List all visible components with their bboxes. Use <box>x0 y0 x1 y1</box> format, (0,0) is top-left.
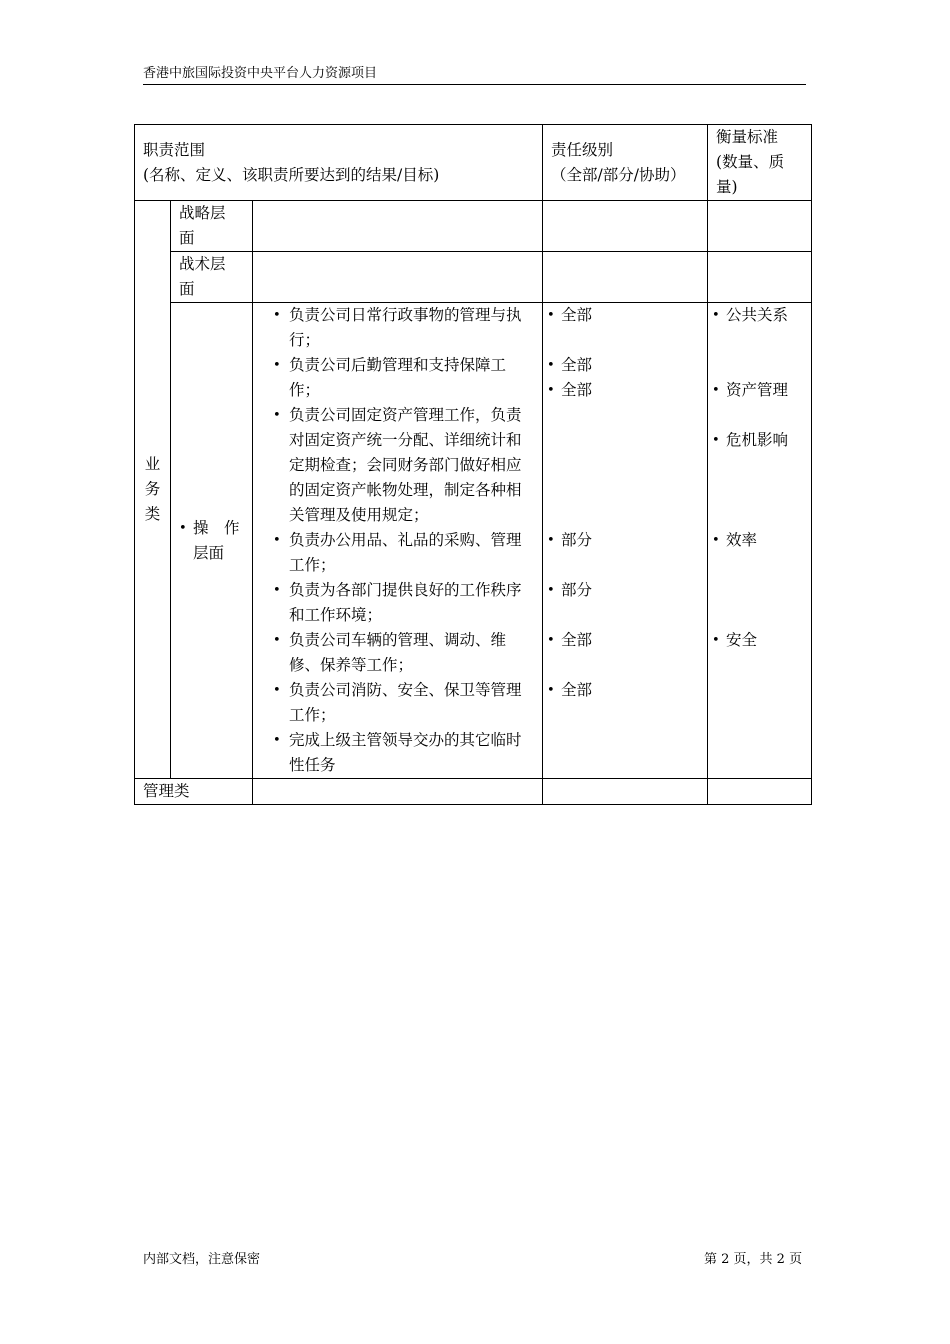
operational-label-cell <box>171 303 253 779</box>
strategic-level-cell <box>543 201 708 252</box>
task-item: • 完成上级主管领导交办的其它临时性任务 <box>289 728 534 778</box>
strategic-label-line1: 战略层 <box>179 204 226 222</box>
tactical-label-line1: 战术层 <box>179 255 226 273</box>
strategic-measure-cell <box>708 201 812 252</box>
scope-header-title: 职责范围 <box>143 140 206 159</box>
measure-header-line3: 量) <box>716 178 738 196</box>
level-item: • 全部 <box>547 678 699 703</box>
scope-header-cell <box>135 125 543 201</box>
tactical-label-line2: 面 <box>179 280 195 298</box>
strategic-row <box>135 201 812 252</box>
operational-label-line2: 层面 <box>193 543 225 562</box>
level-header-title: 责任级别 <box>551 140 614 159</box>
business-category-char-2: 务 <box>144 480 161 498</box>
operational-measure-cell <box>708 303 812 779</box>
tactical-label-cell <box>171 252 253 303</box>
level-item: • 全部 <box>547 353 699 378</box>
level-item: • 全部 <box>547 628 699 653</box>
task-item: • 负责公司固定资产管理工作，负责对固定资产统一分配、详细统计和定期检查；会同财务部门做好相应的固定资产帐物处理，制定各种相关管理及使用规定； <box>289 403 534 528</box>
level-header-subtitle: （全部/部分/协助） <box>551 165 686 184</box>
task-item: • 负责公司消防、安全、保卫等管理工作； <box>289 678 534 728</box>
management-scope-cell <box>253 779 543 805</box>
measure-item: • 资产管理 <box>712 378 803 403</box>
management-label-cell: 管理类 <box>135 779 253 805</box>
tactical-row <box>135 252 812 303</box>
management-measure-cell <box>708 779 812 805</box>
task-item: • 负责公司后勤管理和支持保障工作； <box>289 353 534 403</box>
level-item: • 全部 <box>547 378 699 403</box>
duty-table <box>134 124 812 805</box>
strategic-label-cell <box>171 201 253 252</box>
task-item: • 负责办公用品、礼品的采购、管理工作； <box>289 528 534 578</box>
page-header: 香港中旅国际投资中央平台人力资源项目 <box>143 66 806 85</box>
strategic-label-line2: 面 <box>179 229 195 247</box>
management-row <box>135 779 812 805</box>
task-item: • 负责公司日常行政事物的管理与执行； <box>289 303 534 353</box>
measure-item: • 安全 <box>712 628 803 653</box>
management-level-cell <box>543 779 708 805</box>
measure-header-title: 衡量标准 <box>716 128 779 146</box>
measure-header-cell <box>708 125 812 201</box>
measure-item: • 危机影响 <box>712 428 803 453</box>
level-item: • 部分 <box>547 528 699 553</box>
tactical-scope-cell <box>253 252 543 303</box>
level-header-cell <box>543 125 708 201</box>
task-item: • 负责公司车辆的管理、调动、维修、保养等工作； <box>289 628 534 678</box>
level-item: • 部分 <box>547 578 699 603</box>
strategic-scope-cell <box>253 201 543 252</box>
scope-header-subtitle: (名称、定义、该职责所要达到的结果/目标) <box>143 165 440 184</box>
task-item: • 负责为各部门提供良好的工作秩序和工作环境； <box>289 578 534 628</box>
operational-row <box>135 303 812 779</box>
footer-confidential-note: 内部文档，注意保密 <box>143 1252 261 1267</box>
task-list <box>261 303 534 778</box>
operational-level-cell <box>543 303 708 779</box>
footer-page-number: 第 2 页，共 2 页 <box>704 1252 803 1267</box>
table-header-row <box>135 125 812 201</box>
level-item: • 全部 <box>547 303 699 328</box>
operational-tasks-cell <box>253 303 543 779</box>
measure-item: • 效率 <box>712 528 803 553</box>
tactical-level-cell <box>543 252 708 303</box>
operational-label-line1: • 操 作 <box>179 516 244 541</box>
measure-item: • 公共关系 <box>712 303 803 328</box>
business-category-char-3: 类 <box>144 505 161 523</box>
business-category-cell <box>135 201 171 779</box>
business-category-char-1: 业 <box>144 455 161 473</box>
tactical-measure-cell <box>708 252 812 303</box>
measure-header-line2: (数量、质 <box>716 153 785 171</box>
